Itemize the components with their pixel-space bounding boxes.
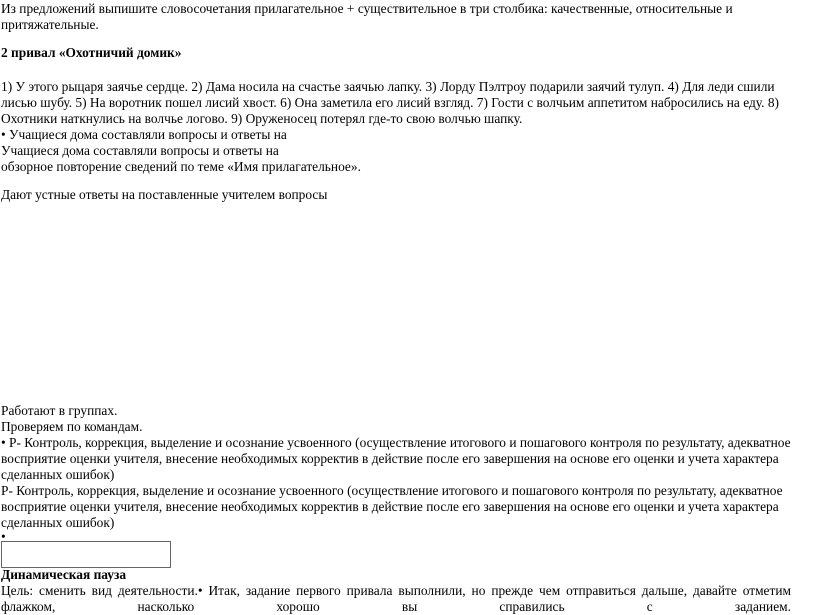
text-line: обзорное повторение сведений по теме «Имя прилагательное». bbox=[1, 159, 361, 174]
control-paragraph-bullet: • Р- Контроль, коррекция, выделение и осознание усвоенного (осуществление итогового и пошагового контроля по результату, адекватное восприятие оценки учителя, внесение необходимых корректив в действие после его завершения на основе его оценки и учета характера сделанных ошибок) bbox=[1, 435, 791, 482]
bullet-line: • Учащиеся дома составляли вопросы и ответы на bbox=[1, 127, 287, 142]
control-paragraph: Р- Контроль, коррекция, выделение и осознание усвоенного (осуществление итогового и пошагового контроля по результату, адекватное восприятие оценки учителя, внесение необходимых корректив в действие после его завершения на основе его оценки и учета характера сделанных ошибок) bbox=[1, 483, 783, 530]
text-line: Дают устные ответы на поставленные учителем вопросы bbox=[1, 187, 328, 202]
goal-paragraph: Цель: сменить вид деятельности.• Итак, задание первого привала выполнили, но прежде чем отправиться дальше, давайте отметим флажком, насколько хорошо вы справились с заданием. bbox=[1, 583, 791, 614]
text-line: Работают в группах. bbox=[1, 403, 118, 418]
sentences-paragraph: 1) У этого рыцаря заячье сердце. 2) Дама носила на счастье заячью лапку. 3) Лорду Пэлтроу подарили заячий тулуп. 4) Для леди сшили лисью шубу. 5) На воротник пошел лисий хвост. 6) Она заметила его лисий взгляд. 7) Гости с волчьим аппетитом набросились на еду. 8) Охотники наткнулись на волчье логово. 9) Оруженосец потерял где-то свою волчью шапку. bbox=[1, 79, 779, 126]
text-line: Проверяем по командам. bbox=[1, 419, 143, 434]
text-line: Учащиеся дома составляли вопросы и ответы на bbox=[1, 143, 279, 158]
bullet-mark: • bbox=[1, 529, 6, 544]
task-text: Из предложений выпишите словосочетания прилагательное + существительное в три столбика: качественные, относительные и притяжательные. bbox=[1, 1, 733, 32]
empty-box bbox=[1, 541, 171, 568]
section-heading: 2 привал «Охотничий домик» bbox=[1, 45, 182, 60]
section-heading: Динамическая пауза bbox=[1, 567, 127, 582]
